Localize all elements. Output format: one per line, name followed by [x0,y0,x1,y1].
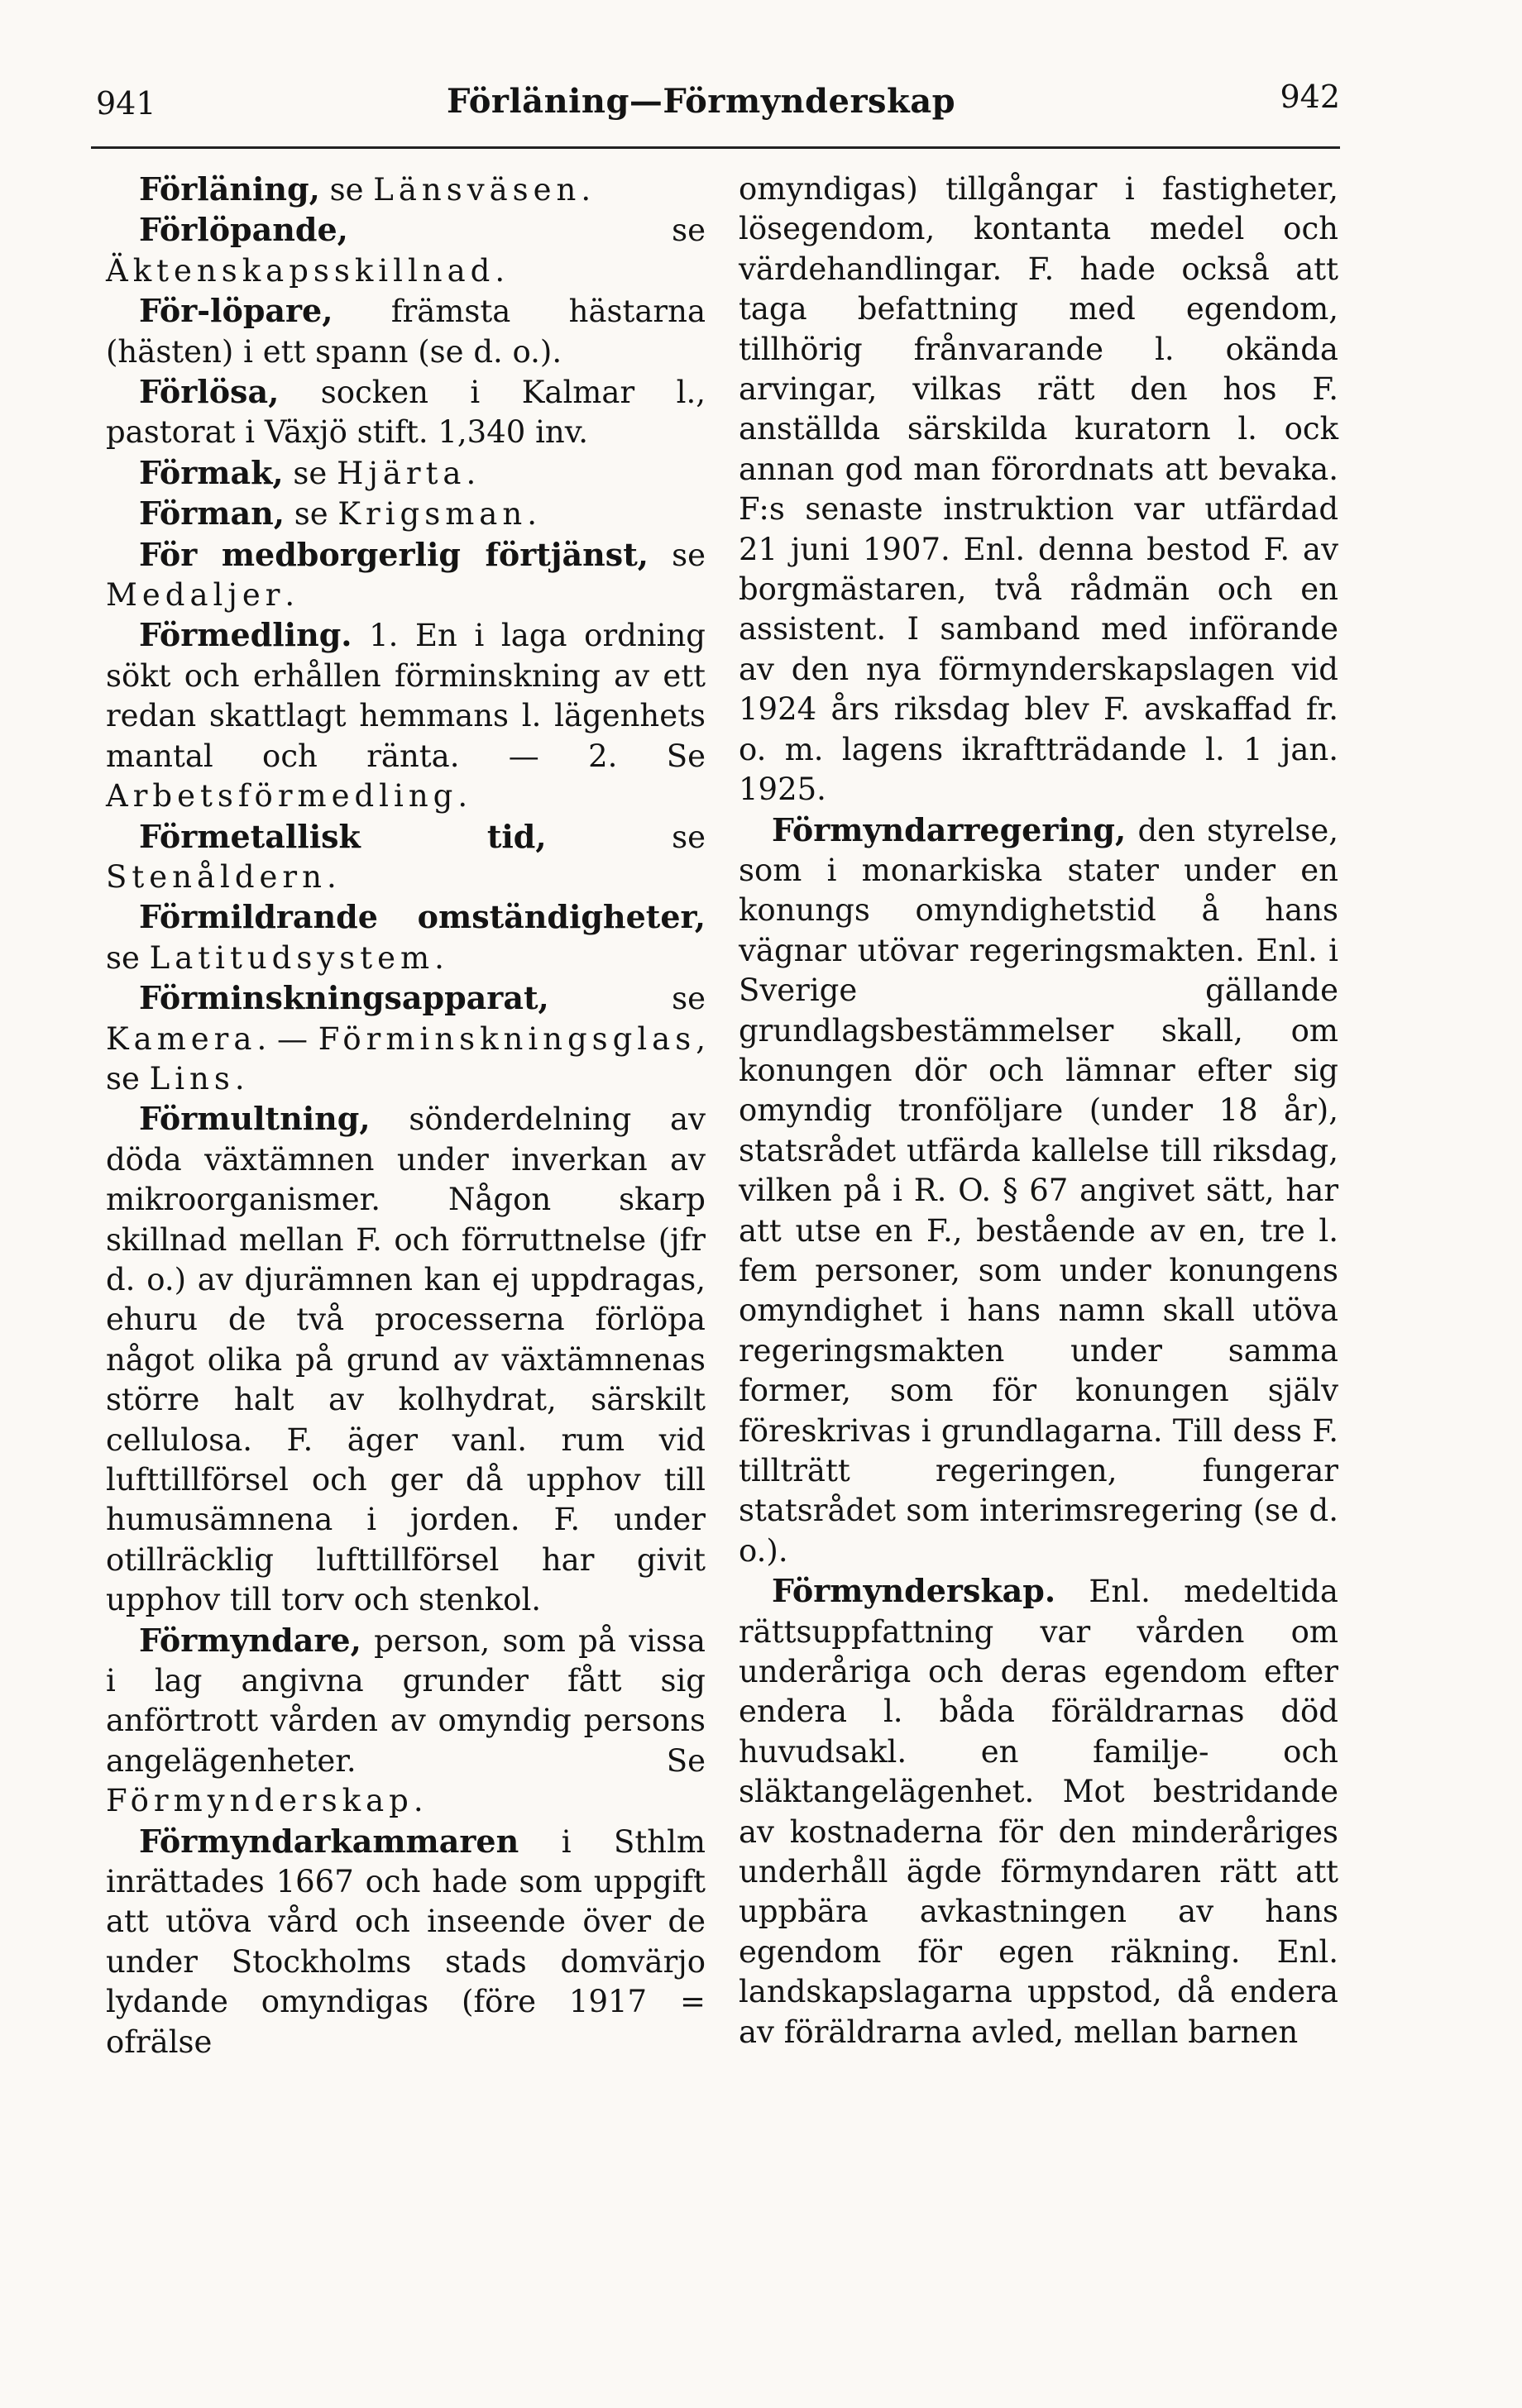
entry-headword: Förlösa, [139,373,280,411]
cross-reference: Krigsman [337,496,528,533]
entry-formyndarkammaren [106,1822,706,2062]
entry-forlosa [106,372,706,453]
entry-headword: Förmyndarkammaren [139,1822,519,1860]
page-number-right: 942 [1280,79,1340,115]
entry-text: den styrelse, som i monarkiska stater under en konungs omyndighetstid å hans vägnar utövar regeringsmakten. Enl. i Sverige gällande grundlagsbestämmelser skall, om konungen dör och lämnar efter sig omyndig tronföljare (under 18 år), statsrådet utfärda kallelse till riksdag, vilken på i R. O. § 67 angivet sätt, har att utse en F., bestående av en, tre l. fem personer, som under konungens omyndighet i hans namn skall utöva regeringsmakten under samma former, som för konungen själv föreskrivas i grundlagarna. Till dess F. tillträtt regeringen, fungerar statsrådet som interimsregering (se d. o.). [739,812,1338,1569]
entry-formedling: Förmedling. 1. En i laga ordning sökt och erhållen förminskning av ett redan skattlagt hemmans l. lägenhets mantal och ränta. — 2. Se Arbetsförmedling. [106,616,706,815]
cross-reference: Kamera [106,1020,257,1057]
entry-formynderskap [739,1571,1338,2052]
entry-text: främsta hästarna (hästen) i ett spann (se d. o.). [106,294,706,370]
cross-reference: Lins [149,1060,235,1096]
entry-text: socken i Kalmar l., pastorat i Växjö stift. 1,340 inv. [106,375,706,451]
entry-headword: Förmedling. [139,616,352,654]
cross-reference: Förminskningsglas [318,1020,696,1057]
entry-text: 1. En i laga ordning sökt och erhållen förminskning av ett redan skattlagt hemmans l. lägenhets mantal och ränta. — 2. Se [106,618,706,774]
entry-text: sönderdelning av döda växtämnen under inverkan av mikroorganismer. Någon skarp skillnad mellan F. och förruttnelse (jfr d. o.) av djurämnen kan ej uppdragas, ehuru de två processerna förlöpa något olika på grund av växtämnenas större halt av kolhydrat, särskilt cellulosa. F. äger vanl. rum vid lufttillförsel och ger då upphov till humusämnena i jorden. F. under otillräcklig lufttillförsel har givit upphov till torv och stenkol. [106,1101,706,1618]
entry-forlaning: Förläning, se Länsväsen. [139,170,591,208]
header-rule [91,146,1340,149]
right-column [739,170,1338,2052]
entry-formetallisk-tid: Förmetallisk tid, se Stenåldern. [106,817,706,895]
entry-headword: Förmultning, [139,1100,371,1138]
entry-for-lopare [106,291,706,372]
entry-forman: Förman, se Krigsman. [139,494,537,533]
entry-headword: Förmildrande omständigheter, [139,898,706,936]
cross-reference: Äktenskapsskillnad [106,252,495,289]
entry-text: i Sthlm inrättades 1667 och hade som uppgift att utöva vård och inseende över de under Stockholms stads domvärjo lydande omyndigas (före 1917 = ofrälse [106,1823,706,2060]
running-title: Förläning—Förmynderskap [447,82,956,121]
left-column [106,170,706,2062]
entry-headword: Förmak, [139,453,284,491]
entry-headword: För-löpare, [139,292,333,330]
entry-formultning [106,1099,706,1620]
entry-for-medborgerlig-fortjanst: För medborgerlig förtjänst, se Medaljer. [106,535,706,614]
entry-headword: Förmetallisk tid, [139,817,547,855]
cross-reference: Arbetsförmedling [106,778,458,815]
entry-text: person, som på vissa i lag angivna grunder fått sig anförtrott vården av omyndig persons angelägenheter. Se [106,1622,706,1779]
entry-headword: Förläning, [139,170,320,208]
entry-headword: Förman, [139,494,285,533]
entry-headword: För medborgerlig förtjänst, [139,535,649,573]
entry-formyndarregering [739,810,1338,1572]
cross-reference: Hjärta [337,455,467,491]
cross-reference: Förmynderskap [106,1783,414,1819]
cross-reference: Länsväsen [373,172,582,208]
entry-formak: Förmak, se Hjärta. [139,453,476,491]
entry-headword: Förmyndarregering, [772,810,1127,848]
entry-headword: Förmynderskap. [772,1572,1056,1610]
entry-headword: Förminskningsapparat, [139,979,549,1017]
entry-formyndarkammaren-continued: omyndigas) tillgångar i fastigheter, lösegendom, kontanta medel och värdehandlingar. F. hade också att taga befattning med egendom, tillhörig frånvarande l. okända arvingar, vilkas rätt den hos F. anställda särskilda kuratorn l. ock annan god man förordnats att bevaka. F:s senaste instruktion var utfärdad 21 juni 1907. Enl. denna bestod F. av borgmästaren, två rådmän och en assistent. I samband med införande av den nya förmynderskapslagen vid 1924 års riksdag blev F. avskaffad fr. o. m. lagens ikraftträdande l. 1 jan. 1925. [739,171,1338,808]
cross-reference: Latitudsystem [149,939,435,976]
cross-reference: Medaljer [106,577,285,614]
entry-headword: Förmyndare, [139,1621,361,1659]
entry-forminskningsapparat: Förminskningsapparat, se Kamera. — Förminskningsglas, se Lins. [106,979,706,1096]
cross-reference: Stenåldern [106,858,327,895]
entry-formyndare: Förmyndare, person, som på vissa i lag angivna grunder fått sig anförtrott vården av omyndig persons angelägenheter. Se Förmynderskap. [106,1621,706,1819]
entry-headword: Förlöpande, [139,211,348,249]
running-header [91,79,1340,128]
page-number-left: 941 [96,85,156,122]
entry-text: Enl. medeltida rättsuppfattning var vården om underåriga och deras egendom efter endera l. båda föräldrarnas död huvudsakl. en familje- och släktangelägenhet. Mot bestridande av kostnaderna för den minderåriges underhåll ägde förmyndaren rätt att uppbära avkastningen av hans egendom för egen räkning. Enl. landskapslagarna uppstod, då endera av föräldrarna avled, mellan barnen [739,1574,1338,2050]
entry-formildrande: Förmildrande omständigheter, se Latitudsystem. [106,898,706,976]
entry-forlopande: Förlöpande, se Äktenskapsskillnad. [106,211,706,289]
